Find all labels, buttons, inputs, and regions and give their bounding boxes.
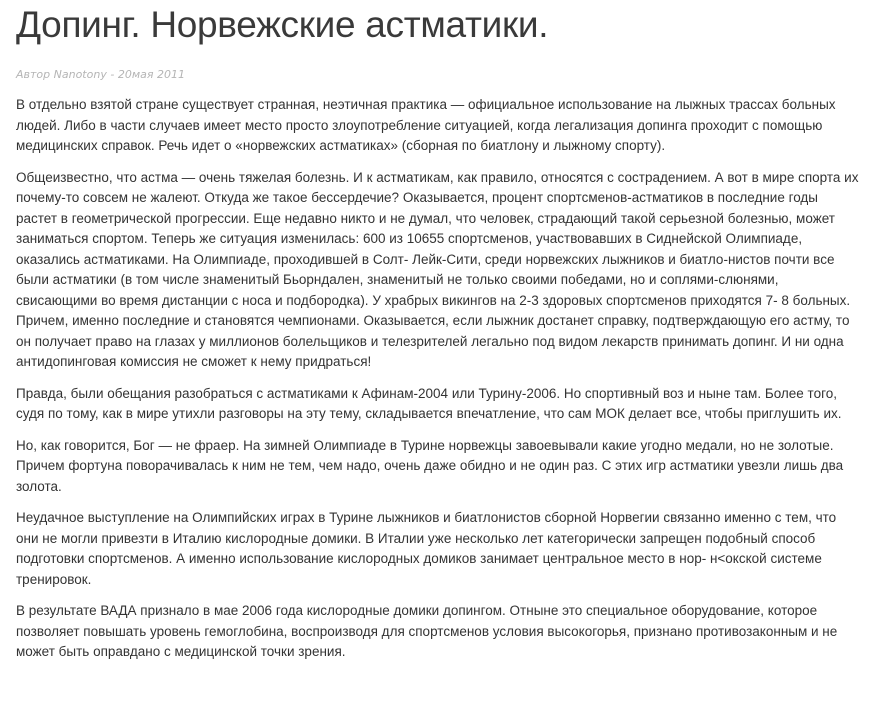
publish-date: 20мая 2011 bbox=[117, 68, 185, 81]
article-paragraph: Правда, были обещания разобраться с астматиками к Афинам-2004 или Турину-2006. Но спортивный воз и ныне там. Более того, судя по тому, как в мире утихли разговоры на эту тему, складывается впечатление, что сам МОК делает все, чтобы приглушить их. bbox=[16, 385, 842, 421]
article-paragraph: Но, как говорится, Бог — не фраер. На зимней Олимпиаде в Турине норвежцы завоевывали какие угодно медали, но не золотые. Причем фортуна поворачивалась к ним не тем, чем надо, очень даже обидно и не один раз. С этих игр астматики увезли лишь два золота. bbox=[16, 437, 844, 494]
article bbox=[16, 0, 862, 674]
article-paragraph: Неудачное выступление на Олимпийских играх в Турине лыжников и биатлонистов сборной Норвегии связанно именно с тем, что они не могли привезти в Италию кислородные домики. В Италии уже несколько лет категорически запрещен подобный способ подготовки спортсменов. А именно использование кислородных домиков занимает центральное место в нор- н<окской системе тренировок. bbox=[16, 510, 837, 587]
meta-separator: - bbox=[110, 68, 115, 81]
author-name[interactable]: Nanotony bbox=[53, 68, 107, 81]
article-paragraph: В результате ВАДА признало в мае 2006 года кислородные домики допингом. Отныне это специальное оборудование, которое позволяет повышать уровень гемоглобина, воспроизводя для спортсменов условия высокогорья, признано противозаконным и не может быть оправдано с медицинской точки зрения. bbox=[16, 603, 838, 659]
author-label: Автор bbox=[16, 68, 51, 81]
article-paragraph: Общеизвестно, что астма — очень тяжелая болезнь. И к астматикам, как правило, относятся с сострадением. А вот в мире спорта их почему-то совсем не жалеют. Откуда же такое бессердечие? Оказывается, процент спортсменов-астматиков в последние годы растет в геометрической прогрессии. Еще недавно никто и не думал, что человек, страдающий такой серьезной болезнью, может заниматься спортом. Теперь же ситуация изменилась: 600 из 10655 спортсменов, участвовавших в Сиднейской Олимпиаде, оказались астматиками. На Олимпиаде, проходившей в Солт- Лейк-Сити, среди норвежских лыжников и биатло-нистов почти все были астматики (в том числе знаменитый Бьорндален, знаменитый не только своими победами, но и соплями-слюнями, свисающими во время дистанции с носа и подбородка). У храбрых викингов на 2-3 здоровых спортсменов приходятся 7- 8 больных. Причем, именно последние и становятся чемпионами. Оказывается, если лыжник достанет справку, подтверждающую его астму, то он получает право на глазах у миллионов болельщиков и телезрителей легально под видом лекарств принимать допинг. И ни одна антидопинговая комиссия не сможет к нему придраться! bbox=[16, 169, 859, 369]
article-title: Допинг. Норвежские астматики. bbox=[16, 4, 549, 45]
article-paragraph: В отдельно взятой стране существует странная, неэтичная практика — официальное использование на лыжных трассах больных людей. Либо в части случаев имеет место просто злоупотребление ситуацией, когда легализация допинга проходит с помощью медицинских справок. Речь идет о «норвежских астматиках» (сборная по биатлону и лыжному спорту). bbox=[16, 97, 836, 153]
article-meta bbox=[16, 68, 862, 81]
